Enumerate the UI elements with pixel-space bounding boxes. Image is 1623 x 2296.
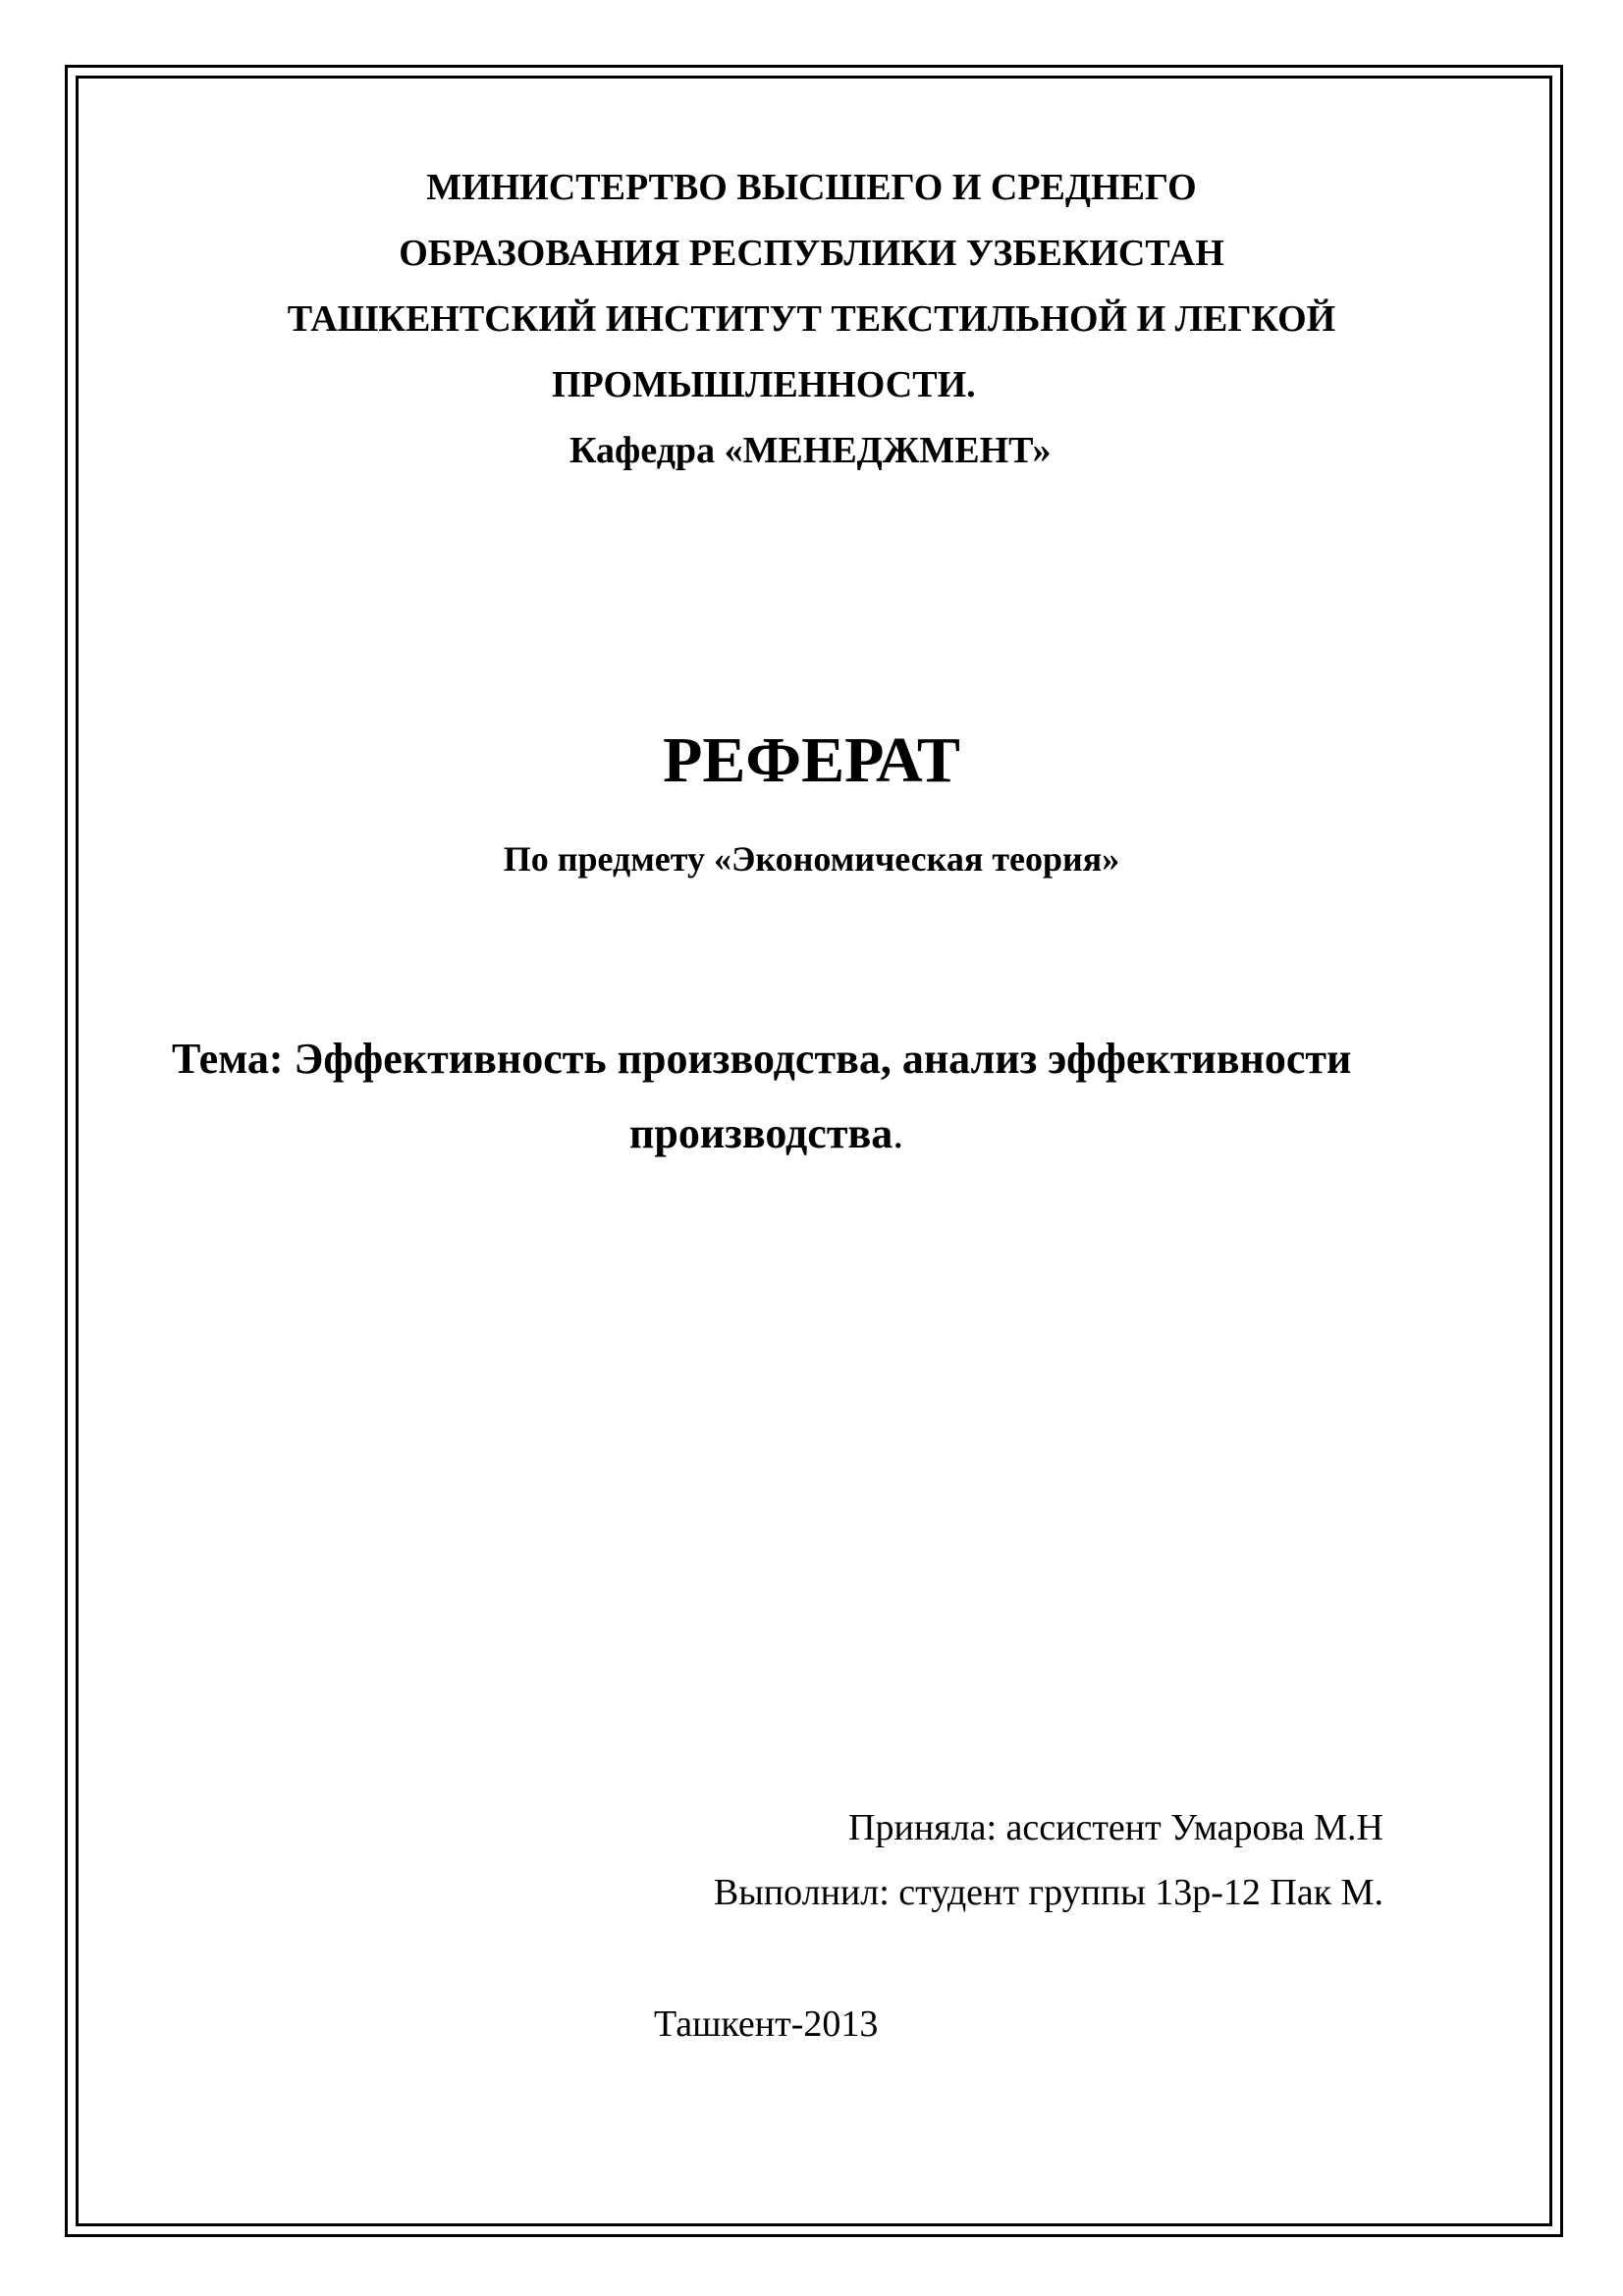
theme-line-2 bbox=[629, 1109, 904, 1157]
institute-line-1-text: ТАШКЕНТСКИЙ ИНСТИТУТ ТЕКСТИЛЬНОЙ И ЛЕГКОЙ bbox=[287, 298, 1336, 340]
theme-line-1 bbox=[172, 1035, 1352, 1083]
city-year-text: Ташкент-2013 bbox=[654, 2003, 879, 2045]
document-title bbox=[0, 724, 1623, 796]
theme-line-2-text: производства bbox=[629, 1109, 893, 1157]
department-line bbox=[569, 432, 1052, 469]
ministry-line-2-text: ОБРАЗОВАНИЯ РЕСПУБЛИКИ УЗБЕКИСТАН bbox=[399, 233, 1224, 274]
accepted-by-text: Приняла: ассистент Умарова М.Н bbox=[848, 1807, 1383, 1848]
institute-line-1 bbox=[0, 300, 1623, 338]
completed-by-text: Выполнил: студент группы 13р-12 Пак М. bbox=[713, 1872, 1383, 1913]
institute-line-2-text: ПРОМЫШЛЕННОСТИ. bbox=[552, 364, 976, 405]
subject-text: По предмету «Экономическая теория» bbox=[503, 839, 1120, 879]
completed-by-line bbox=[714, 1874, 1383, 1911]
institute-line-2 bbox=[552, 366, 976, 403]
department-text: Кафедра «МЕНЕДЖМЕНТ» bbox=[569, 430, 1052, 471]
subject-line bbox=[0, 841, 1623, 877]
ministry-line-2 bbox=[0, 235, 1623, 272]
city-year-line bbox=[654, 2005, 878, 2043]
accepted-by-line bbox=[848, 1809, 1383, 1846]
ministry-line-1 bbox=[0, 169, 1623, 206]
ministry-line-1-text: МИНИСТЕРТВО ВЫСШЕГО И СРЕДНЕГО bbox=[426, 167, 1197, 208]
theme-line-1-text: Тема: Эффективность производства, анализ эффективности bbox=[172, 1035, 1352, 1083]
theme-line-2-period: . bbox=[893, 1109, 904, 1157]
document-title-text: РЕФЕРАТ bbox=[663, 724, 960, 796]
